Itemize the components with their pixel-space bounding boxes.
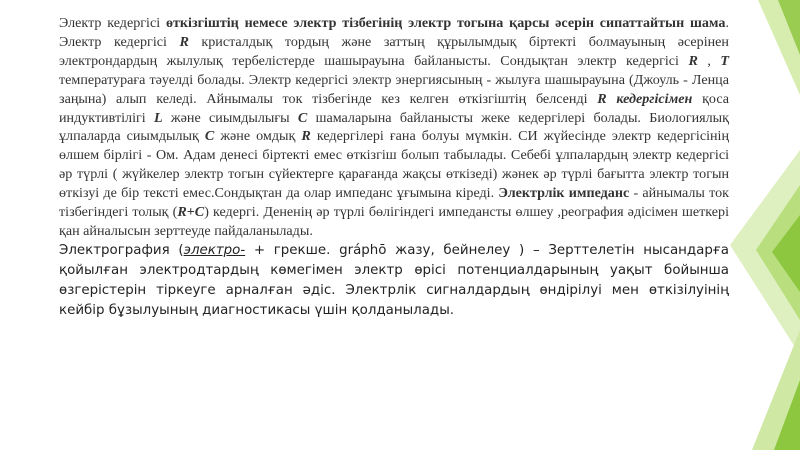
text-span: және сиымдылығы xyxy=(162,109,298,126)
text-span: Электрография ( xyxy=(59,242,184,258)
symbol-r: R xyxy=(179,33,189,50)
symbol-c: С xyxy=(297,109,308,126)
paragraph-resistance xyxy=(59,14,729,241)
text-span: кедергілері ғана болуы мүмкін. СИ жүйесінде электр кедергісінің өлшем бірлігі - Ом. Адам денесі біртекті емес өткізгіш болып табылады. Себебі ұлпалардың электр кедергісі әр түрлі ( жүйкелер электр тогын сүйектерге қарағанда жақсы өткізеді) жәнек әр түрлі бағытта электр тогын өткізуі де бір тексті емес.Сондықтан да олар импеданс ұғымына кіреді. xyxy=(59,128,729,202)
text-span: . Электр кедергісі xyxy=(59,15,729,50)
text-span: Электр кедергісі xyxy=(59,15,166,31)
active-resistance-term: R кедергісімен xyxy=(597,90,693,107)
text-span: кристалдық тордың және заттың құрылымдық біртекті болмауының әсерінен электрондардың жылулық тербелістерде шашырауына байланысты. Сондықтан электр кедергісі xyxy=(59,33,729,69)
paragraph-electrography xyxy=(59,241,729,321)
impedance-term: Электрлік импеданс xyxy=(498,185,630,202)
symbol-t: T xyxy=(720,52,729,69)
text-span: шамаларына байланысты жеке кедергілері болады. Биологиялық ұлпаларда сиымдылық xyxy=(59,109,729,145)
symbol-r: R xyxy=(177,204,187,221)
definition-bold: өткізгіштің немесе электр тізбегінің электр тогына қарсы әсерін сипаттайтын шама xyxy=(165,15,726,31)
text-span: және омдық xyxy=(214,128,302,145)
text-span: - айнымалы ток тізбегіндегі толық ( xyxy=(59,185,729,221)
text-span: + грекше. gráphō жазу, бейнелеу ) – Зерттелетін нысандарға қойылған электродтардың көмегімен электр өрісі потенциалдарының уақыт бойынша өзгерістерін тіркеуге арналған әдіс. Электрлік сигналдардың өндірілуі мен өткізілуінің кейбір бұзылуының диагностикасы үшін қолданылады. xyxy=(59,242,729,318)
text-span: қоса индуктивтілігі xyxy=(59,90,729,126)
prefix-electro: электро- xyxy=(183,242,246,258)
symbol-c: С xyxy=(194,204,205,221)
text-span: ) кедергі. Дененің әр түрлі бөлігіндегі импедансты өлшеу ,реография әдісімен шеткері қан айналысын зерттеуде пайдаланылады. xyxy=(59,204,729,239)
plus-sign: + xyxy=(186,204,195,221)
symbol-l: L xyxy=(154,109,163,126)
symbol-r: R xyxy=(301,128,311,145)
text-content xyxy=(59,14,729,321)
text-span: , xyxy=(697,52,721,69)
symbol-c: С xyxy=(204,128,215,145)
symbol-r: R xyxy=(688,52,698,69)
text-span: температураға тәуелді болады. Электр кедергісі электр энергиясының - жылуға шашырауына (Джоуль - Ленца заңына) алып келеді. Айнымалы ток тізбегінде кез келген өткізгіштің белсенді xyxy=(59,71,729,107)
